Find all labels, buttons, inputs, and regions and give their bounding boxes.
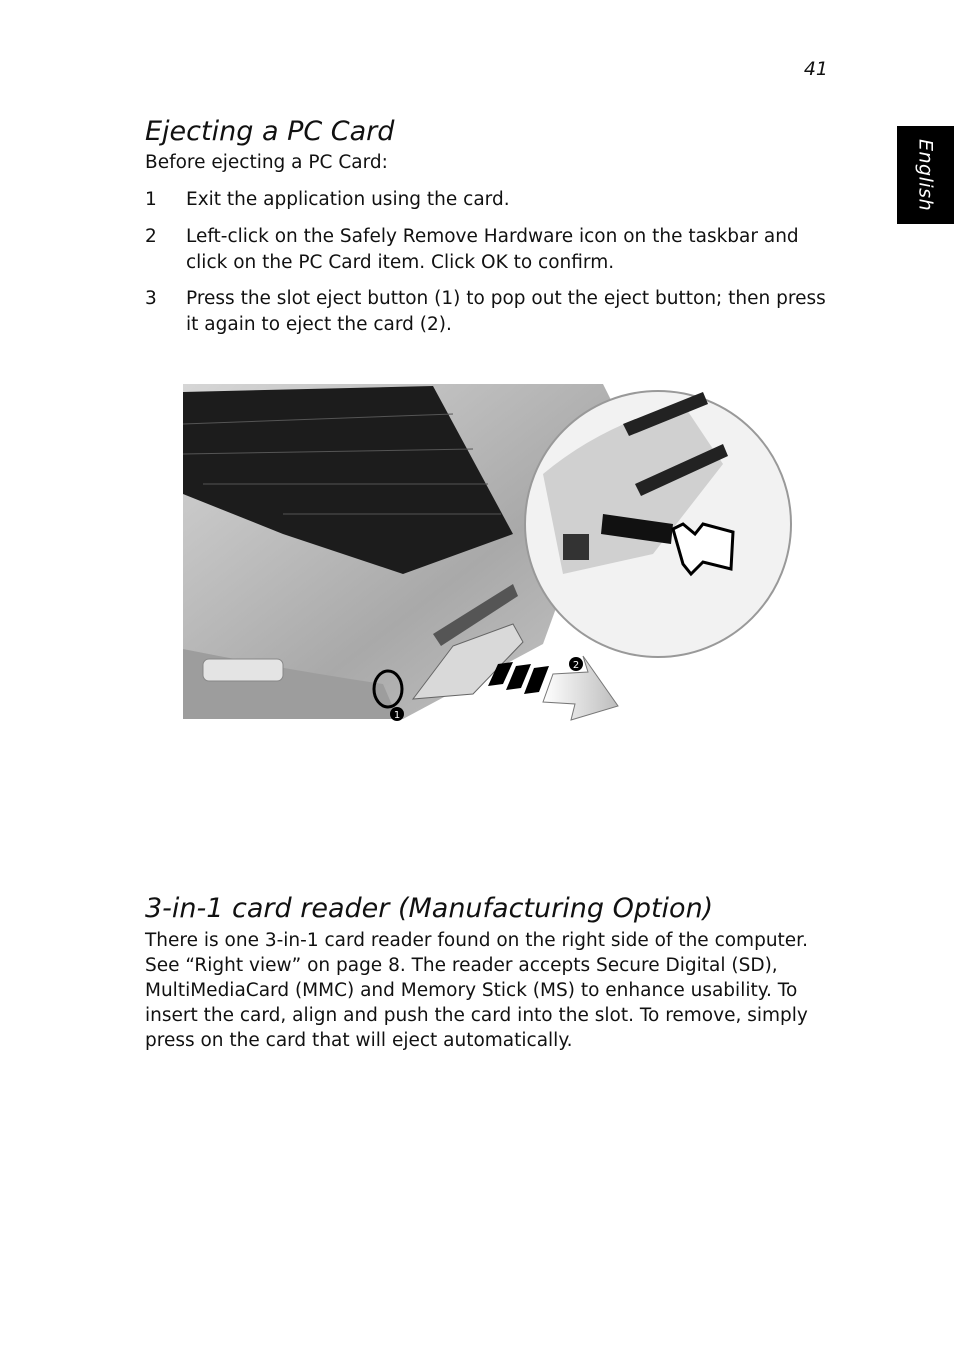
step-text: Press the slot eject button (1) to pop out the eject button; then press it again to eject the card (2). xyxy=(186,288,826,335)
card-reader-body: There is one 3-in-1 card reader found on the right side of the computer. See “Right view” on page 8. The reader accepts Secure Digital (SD), MultiMediaCard (MMC) and Memory Stick (MS) to enhance usability. To insert the card, align and push the card into the slot. To remove, simply press on the card that will eject automatically. xyxy=(145,930,808,1051)
step-text: Left-click on the Safely Remove Hardware icon on the taskbar and click on the PC Card item. Click OK to confirm. xyxy=(186,226,799,273)
svg-text:1: 1 xyxy=(393,710,401,721)
callout-ref-2: (2) xyxy=(419,314,446,335)
step-number: 1 xyxy=(145,189,157,210)
language-tab-label: English xyxy=(914,138,937,212)
svg-text:2: 2 xyxy=(572,660,580,671)
pc-card-eject-illustration xyxy=(183,384,795,726)
intro-text: Before ejecting a PC Card: xyxy=(145,152,388,173)
callout-2 xyxy=(569,657,583,671)
ok-label: OK xyxy=(481,252,508,273)
step-number: 3 xyxy=(145,288,157,309)
language-tab xyxy=(897,126,954,224)
section-title-ejecting: Ejecting a PC Card xyxy=(145,116,395,147)
step-text: Exit the application using the card. xyxy=(186,189,510,210)
page-number: 41 xyxy=(803,58,828,80)
step-number: 2 xyxy=(145,226,157,247)
callout-ref-1: (1) xyxy=(434,288,461,309)
callout-1 xyxy=(390,707,404,721)
section-title-card-reader: 3-in-1 card reader (Manufacturing Option) xyxy=(145,893,714,924)
